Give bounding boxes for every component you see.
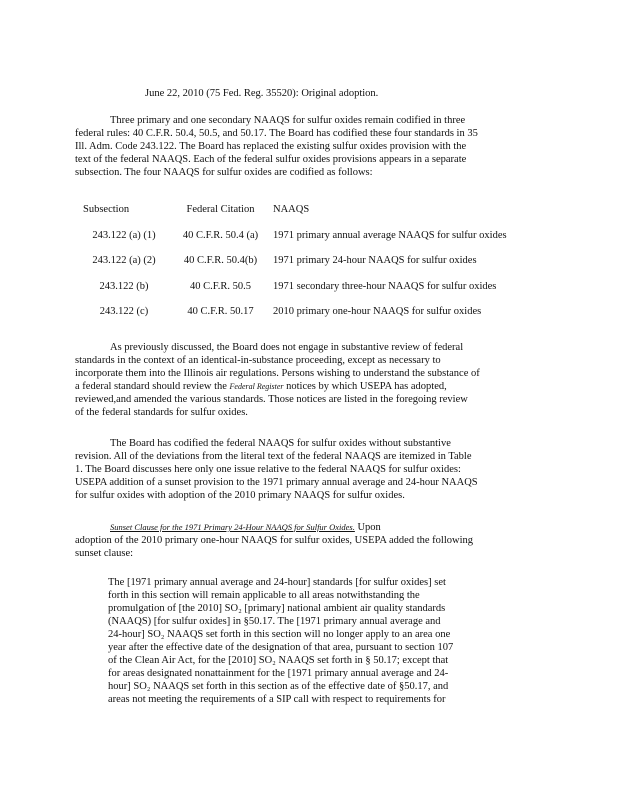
text-line: text of the federal NAAQS. Each of the federal sulfur oxides provisions appears in a separate <box>75 154 467 165</box>
sunset-clause-heading: Sunset Clause for the 1971 Primary 24-Hour NAAQS for Sulfur Oxides. <box>110 522 355 532</box>
table-cell: 2010 primary one-hour NAAQS for sulfur oxides <box>273 306 482 317</box>
text-line: sunset clause: <box>75 548 134 559</box>
text-line: reviewed,and amended the various standards. Those notices are listed in the foregoing review <box>75 394 468 405</box>
table-cell: 1971 primary annual average NAAQS for sulfur oxides <box>273 229 507 241</box>
text-line: 1. The Board discusses here only one issue relative to the federal NAAQS for sulfur oxides: <box>75 464 461 475</box>
text-line: Ill. Adm. Code 243.122. The Board has replaced the existing sulfur oxides provision with the <box>75 141 467 152</box>
text-line: revision. All of the deviations from the literal text of the federal NAAQS are itemized in Table <box>75 451 472 462</box>
table-cell: 243.122 (b) <box>99 280 149 292</box>
text-line: of the federal standards for sulfur oxides. <box>75 407 248 418</box>
block-quote-sunset-clause <box>108 576 498 706</box>
naaqs-citation-table <box>75 203 543 331</box>
table-cell: 243.122 (c) <box>99 306 149 317</box>
text-line <box>75 521 540 534</box>
quote-line: year after the effective date of the designation of that area, pursuant to section 107 <box>108 642 454 653</box>
quote-line: (NAAQS) [for sulfur oxides] in §50.17. The [1971 primary annual average and <box>108 616 441 627</box>
table-cell: 243.122 (a) (1) <box>92 229 156 241</box>
quote-line: forth in this section will remain applicable to all areas notwithstanding the <box>108 590 420 601</box>
table-cell: 40 C.F.R. 50.4 (a) <box>182 229 259 241</box>
table-row <box>75 229 543 255</box>
paragraph-substantive-review <box>75 341 540 419</box>
quote-line: The [1971 primary annual average and 24-hour] standards [for sulfur oxides] set <box>108 577 446 588</box>
table-row <box>75 280 543 306</box>
table-cell: 1971 primary 24-hour NAAQS for sulfur oxides <box>273 255 477 266</box>
text-line: incorporate them into the Illinois air regulations. Persons wishing to understand the substance of <box>75 368 480 379</box>
quote-line: areas not meeting the requirements of a SIP call with respect to requirements for <box>108 694 446 705</box>
table-row <box>75 305 543 331</box>
text-line: for sulfur oxides with adoption of the 2010 primary NAAQS for sulfur oxides. <box>75 490 405 501</box>
text-line: federal rules: 40 C.F.R. 50.4, 50.5, and 50.17. The Board has codified these four standards in 35 <box>75 128 478 139</box>
table-row <box>75 254 543 280</box>
table-cell: 1971 secondary three-hour NAAQS for sulfur oxides <box>273 280 497 292</box>
table-header: Federal Citation <box>186 204 255 215</box>
text-line: adoption of the 2010 primary one-hour NAAQS for sulfur oxides, USEPA added the following <box>75 535 473 546</box>
quote-line: of the Clean Air Act, for the [2010] SO₂ NAAQS set forth in § 50.17; except that <box>108 655 449 666</box>
text-fragment: a federal standard should review the <box>75 381 227 392</box>
text-line <box>75 380 540 393</box>
table-header: NAAQS <box>273 204 310 215</box>
quote-line: 24-hour] SO₂ NAAQS set forth in this section will no longer apply to an area one <box>108 629 451 640</box>
paragraph-naaqs-codification <box>75 114 540 179</box>
adoption-history-line: June 22, 2010 (75 Fed. Reg. 35520): Original adoption. <box>145 88 379 99</box>
text-fragment: Upon <box>357 522 381 533</box>
federal-register-italic: Federal Register <box>229 382 284 391</box>
table-cell: 40 C.F.R. 50.5 <box>189 280 251 292</box>
text-line: standards in the context of an identical-in-substance proceeding, except as necessary to <box>75 355 441 366</box>
table-cell: 40 C.F.R. 50.17 <box>187 306 254 317</box>
paragraph-deviations <box>75 437 540 502</box>
table-header: Subsection <box>83 204 130 215</box>
quote-line: hour] SO₂ NAAQS set forth in this section as of the effective date of §50.17, and <box>108 681 449 692</box>
text-line: subsection. The four NAAQS for sulfur oxides are codified as follows: <box>75 167 373 178</box>
text-line: USEPA addition of a sunset provision to the 1971 primary annual average and 24-hour NAAQS <box>75 477 478 488</box>
table-header-row <box>75 203 543 229</box>
text-line: The Board has codified the federal NAAQS for sulfur oxides without substantive <box>110 438 451 449</box>
text-line: As previously discussed, the Board does not engage in substantive review of federal <box>110 342 464 353</box>
table-cell: 40 C.F.R. 50.4(b) <box>183 255 258 266</box>
text-line: Three primary and one secondary NAAQS for sulfur oxides remain codified in three <box>110 115 466 126</box>
quote-line: promulgation of [the 2010] SO₂ [primary] national ambient air quality standards <box>108 603 446 614</box>
paragraph-sunset-clause <box>75 521 540 560</box>
table-cell: 243.122 (a) (2) <box>92 255 156 266</box>
text-fragment: notices by which USEPA has adopted, <box>286 381 447 392</box>
quote-line: for areas designated nonattainment for the [1971 primary annual average and 24- <box>108 668 449 679</box>
